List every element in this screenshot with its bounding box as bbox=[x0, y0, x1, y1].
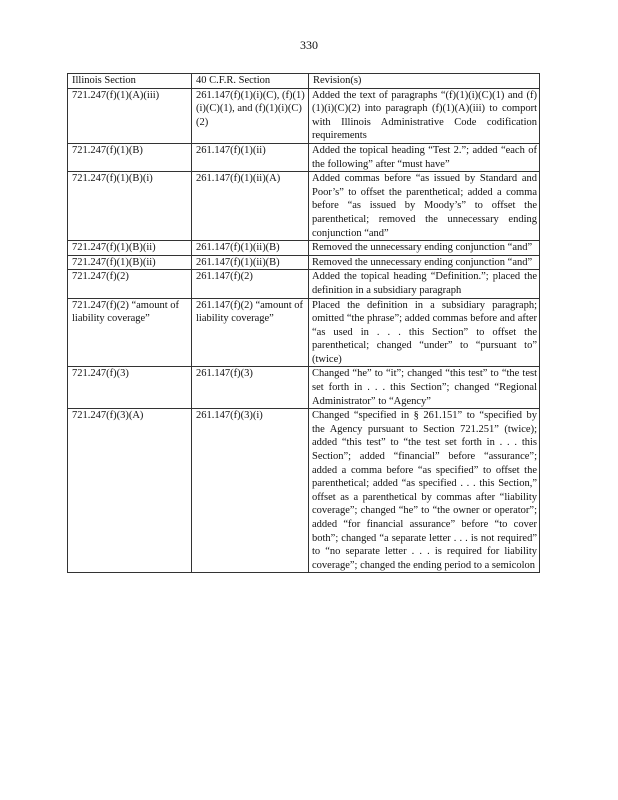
cfr-section-cell: 261.147(f)(1)(ii)(A) bbox=[192, 172, 309, 241]
page-number: 330 bbox=[300, 38, 318, 52]
table-row bbox=[68, 241, 540, 256]
revision-cell: Removed the unnecessary ending conjunction “and” bbox=[309, 241, 540, 256]
illinois-section-cell: 721.247(f)(2) bbox=[68, 270, 192, 298]
illinois-section-cell: 721.247(f)(1)(B)(ii) bbox=[68, 241, 192, 256]
cfr-section-cell: 261.147(f)(1)(ii)(B) bbox=[192, 255, 309, 270]
cfr-section-cell: 261.147(f)(1)(i)(C), (f)(1)(i)(C)(1), and (f)(1)(i)(C)(2) bbox=[192, 88, 309, 143]
cfr-section-cell: 261.147(f)(1)(ii) bbox=[192, 143, 309, 171]
table-row bbox=[68, 172, 540, 241]
table-header-row bbox=[68, 74, 540, 89]
revision-cell: Added the topical heading “Test 2.”; added “each of the following” after “must have” bbox=[309, 143, 540, 171]
cfr-section-cell: 261.147(f)(2) bbox=[192, 270, 309, 298]
revision-cell: Added the topical heading “Definition.”; placed the definition in a subsidiary paragraph bbox=[309, 270, 540, 298]
table-row bbox=[68, 143, 540, 171]
revisions-table bbox=[67, 73, 540, 573]
header-cfr-section: 40 C.F.R. Section bbox=[192, 74, 309, 89]
table-row bbox=[68, 270, 540, 298]
cfr-section-cell: 261.147(f)(3) bbox=[192, 367, 309, 409]
table-row bbox=[68, 88, 540, 143]
illinois-section-cell: 721.247(f)(3)(A) bbox=[68, 409, 192, 573]
header-revisions: Revision(s) bbox=[309, 74, 540, 89]
revision-cell: Removed the unnecessary ending conjunction “and” bbox=[309, 255, 540, 270]
cfr-section-cell: 261.147(f)(2) “amount of liability coverage” bbox=[192, 298, 309, 367]
illinois-section-cell: 721.247(f)(1)(A)(iii) bbox=[68, 88, 192, 143]
illinois-section-cell: 721.247(f)(1)(B)(ii) bbox=[68, 255, 192, 270]
revision-cell: Added the text of paragraphs “(f)(1)(i)(C)(1) and (f)(1)(i)(C)(2) into paragraph (f)(1)(A)(iii) to comport with Illinois Administrative Code codification requirements bbox=[309, 88, 540, 143]
table-row bbox=[68, 255, 540, 270]
illinois-section-cell: 721.247(f)(3) bbox=[68, 367, 192, 409]
illinois-section-cell: 721.247(f)(1)(B)(i) bbox=[68, 172, 192, 241]
cfr-section-cell: 261.147(f)(1)(ii)(B) bbox=[192, 241, 309, 256]
table-row bbox=[68, 298, 540, 367]
cfr-section-cell: 261.147(f)(3)(i) bbox=[192, 409, 309, 573]
illinois-section-cell: 721.247(f)(1)(B) bbox=[68, 143, 192, 171]
illinois-section-cell: 721.247(f)(2) “amount of liability coverage” bbox=[68, 298, 192, 367]
header-illinois-section: Illinois Section bbox=[68, 74, 192, 89]
revision-cell: Changed “he” to “it”; changed “this test” to “the test set forth in . . . this Section”; changed “Regional Administrator” to “Agency” bbox=[309, 367, 540, 409]
table-row bbox=[68, 367, 540, 409]
table-row bbox=[68, 409, 540, 573]
revision-cell: Placed the definition in a subsidiary paragraph; omitted “the phrase”; added commas before and after “as used in . . . this Section” to offset the parenthetical; changed “under” to “pursuant to” (twice) bbox=[309, 298, 540, 367]
revision-cell: Changed “specified in § 261.151” to “specified by the Agency pursuant to Section 721.251” (twice); added “this test” to “the test set forth in . . . this Section”; added “financial” before “assurance”; added a comma before “as specified” to offset the parenthetical; added “as specified . . . this Section,” offset as a parenthetical by commas after “liability coverage”; changed “he” to “the owner or operator”; added “for financial assurance” before “to cover both”; changed “a separate letter . . . is not required” to “no separate letter . . . is required for liability coverage”; changed the ending period to a semicolon bbox=[309, 409, 540, 573]
revision-cell: Added commas before “as issued by Standard and Poor’s” to offset the parenthetical; added a comma before “as issued by Moody’s” to offset the parenthetical; removed the unnecessary ending conjunction “and” bbox=[309, 172, 540, 241]
